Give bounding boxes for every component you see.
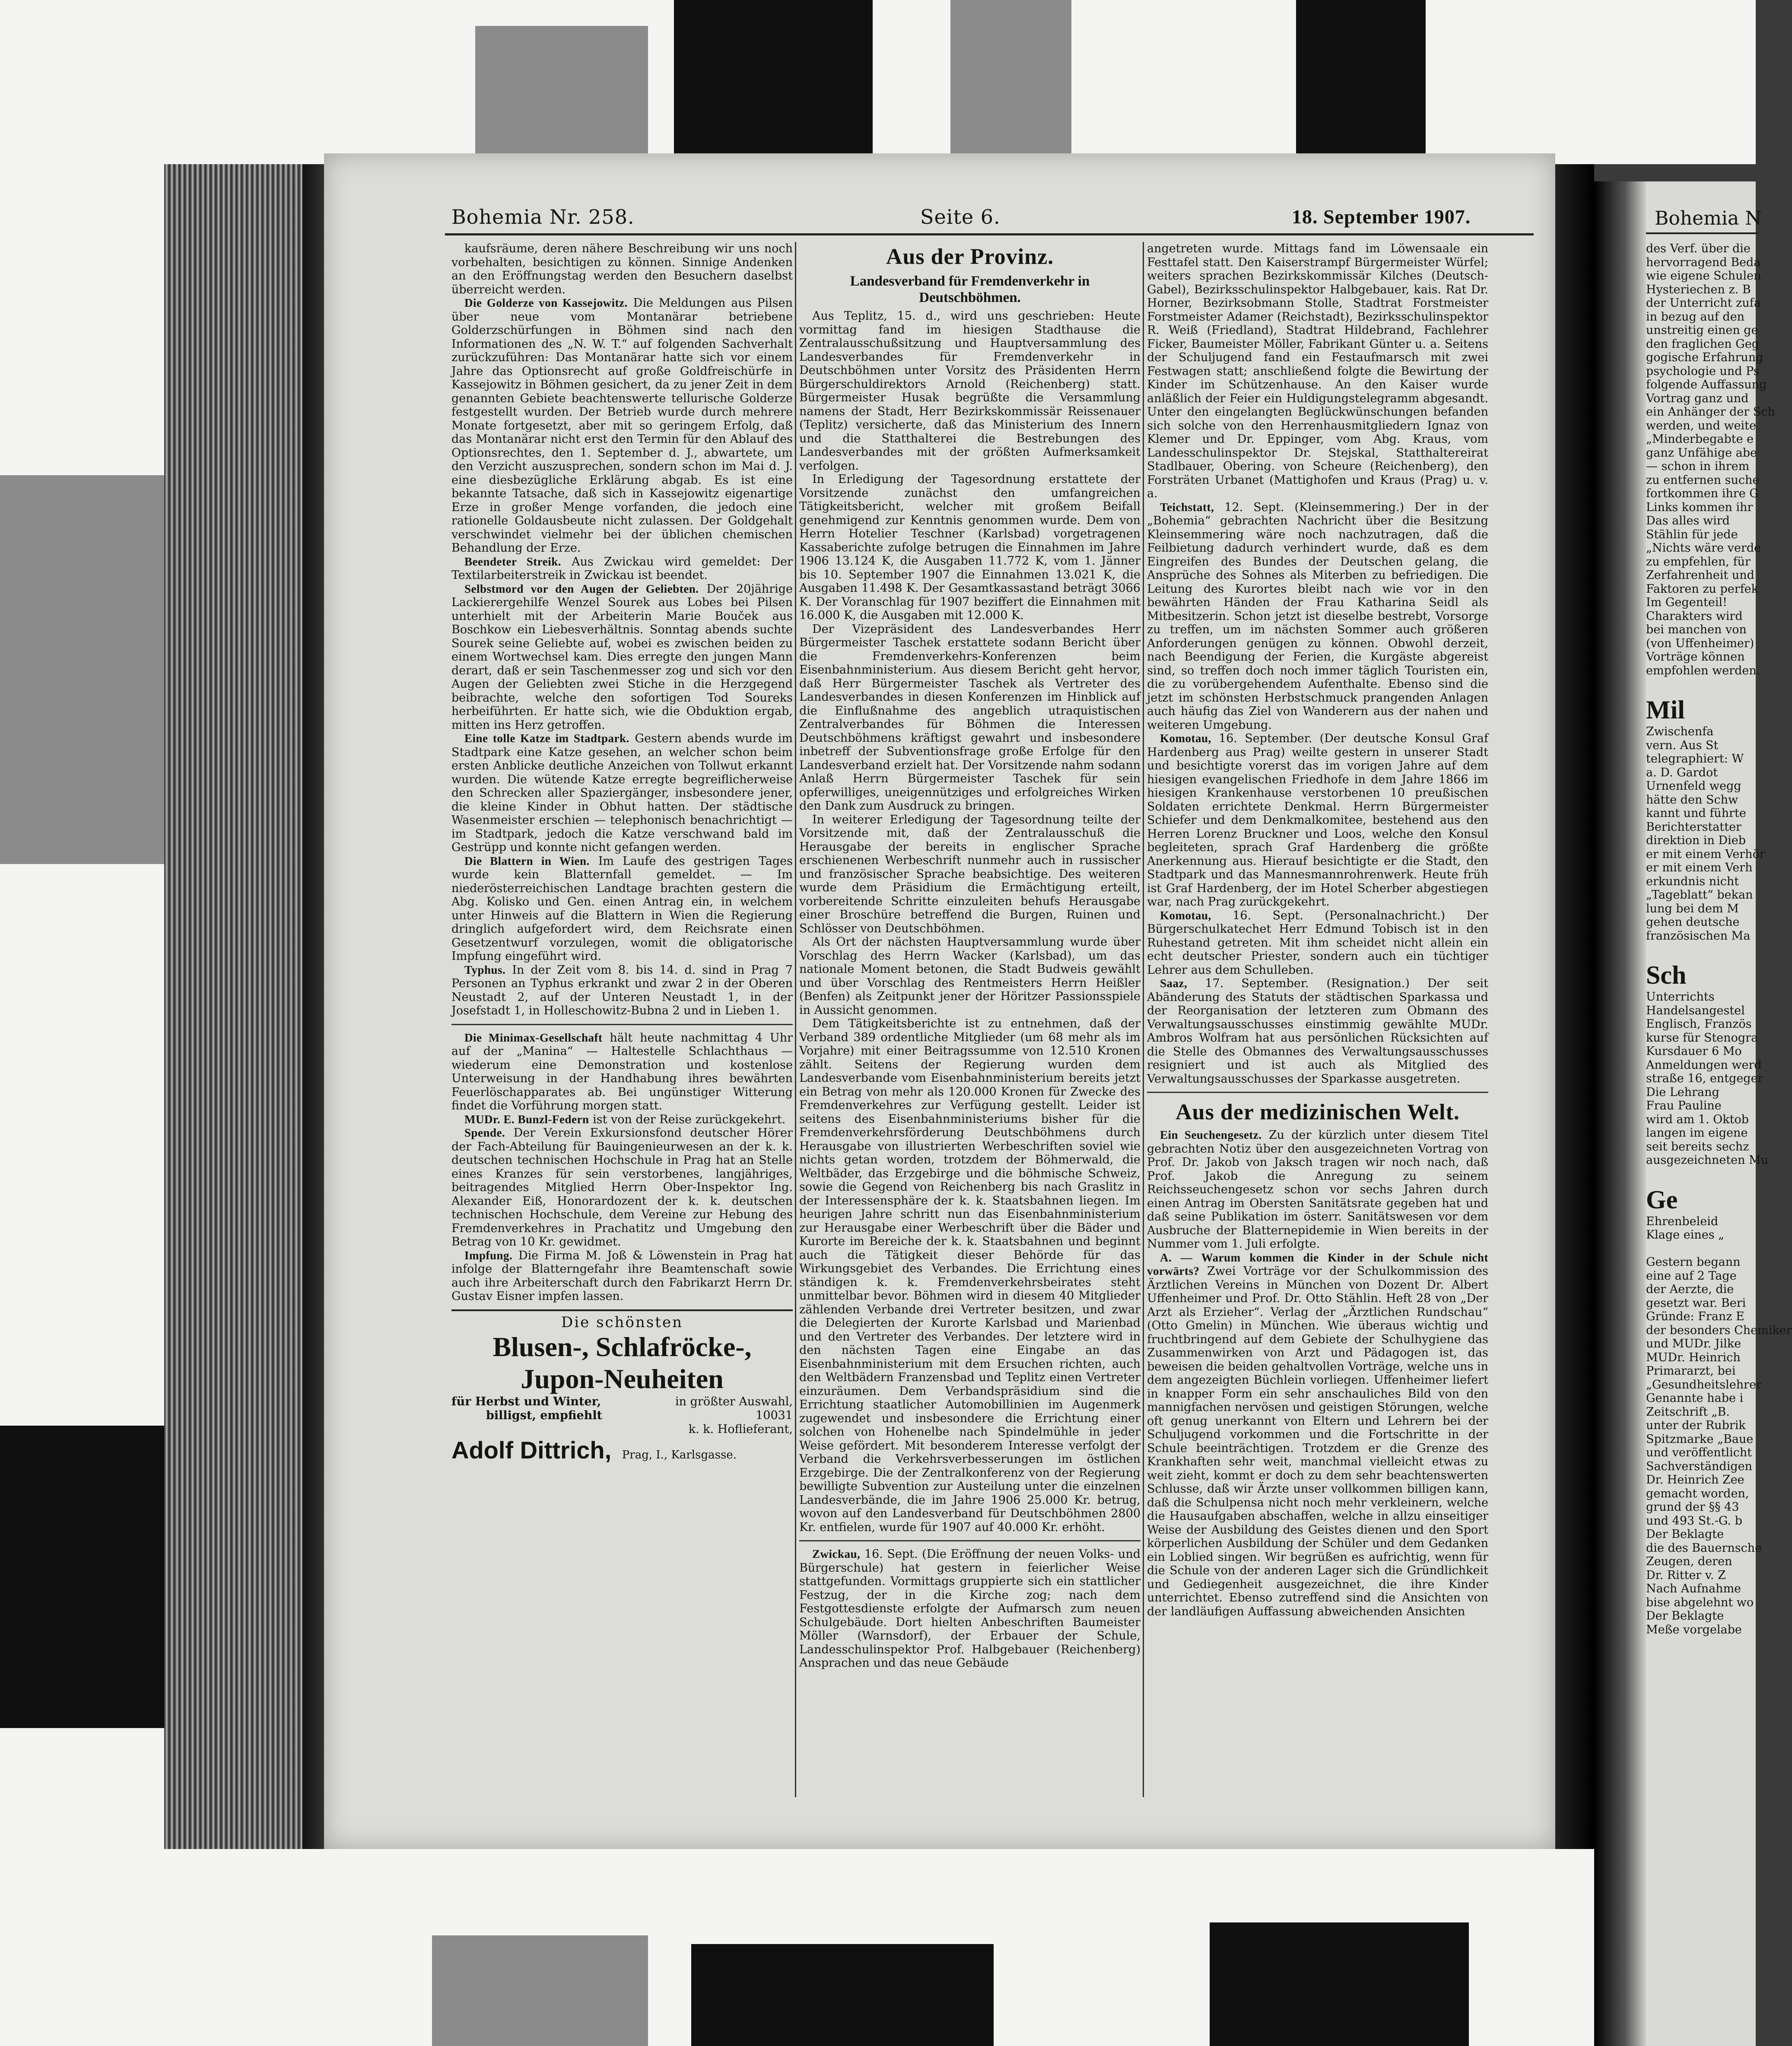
text-line: Gründe: Franz E (1646, 1310, 1744, 1323)
paragraph-text: Die Meldungen aus Pilsen über neue vom Montanärar betriebene Golderzschürfungen in Böhmen sind nach den Informationen des „N. W. T.“ auf folgenden Sachverhalt zurückzuführen: Das Montanärar hatte sich vor einem Jahre das Optionsrecht auf große Goldfreischürfe in Kassejowitz in Böhmen gesichert, da zu jener Zeit in dem genannten Gebiete beachtenswerte tellurische Golderze festgestellt wurden. Der Betrieb wurde durch mehrere Monate fortgesetzt, aber mit so geringem Erfolg, daß das Montanärar nicht erst den Termin für den Ablauf des Optionsrechtes, den 1. September d. J., abwartete, um den Verzicht auszusprechen, sondern schon im Mai d. J. eine diesbezügliche Erklärung abgab. Es ist eine bekannte Tatsache, daß sich in Kassejowitz eigenartige Erze in großer Menge vorfanden, die jedoch eine rationelle Goldausbeute nicht zulassen. Der Goldgehalt verschwindet vielmehr bei der üblichen chemischen Behandlung der Erze. (451, 296, 793, 555)
ad-tagline: Die schönsten (561, 1313, 683, 1331)
text-line: die des Bauernsche (1646, 1541, 1762, 1555)
text-line: grund der §§ 43 (1646, 1500, 1739, 1514)
text-line: Unterrichts (1646, 990, 1715, 1004)
paragraph-text: ist von der Reise zurückgekehrt. (593, 1112, 786, 1126)
section-title: Aus der medizinischen Welt. (1176, 1100, 1460, 1125)
book-gutter (1555, 164, 1594, 1849)
text-line: straße 16, entgeger (1646, 1072, 1763, 1085)
article-paragraph (451, 1249, 793, 1303)
article-headline: Saaz, (1160, 977, 1188, 990)
text-line: bise abgelehnt wo (1646, 1595, 1754, 1609)
text-line: Links kommen ihr (1646, 500, 1753, 514)
paragraph-text: Der Vizepräsident des Landesverbandes Herr Bürgermeister Taschek erstattete sodann Bericht über die Fremdenverkehrs-Konferenzen beim Eisenbahnministerium. Aus diesem Bericht geht hervor, daß Herr Bürgermeister Taschek als Vertreter des Landesverbandes in diesen Konferenzen im Hinblick auf die Einflußnahme des angeblich utraquistischen Zentralverbandes für Böhmen die Interessen Deutschböhmens kräftigst gewahrt und insbesondere inbetreff der Subventionsfrage große Erfolge für den Landesverband erzielt hat. Der Vorsitzende nahm sodann Anlaß Herrn Bürgermeister Taschek für sein opferwilliges, uneigennütziges und erfolgreiches Wirken den Dank zum Ausdruck zu bringen. (799, 622, 1141, 813)
text-line: Im Gegenteil! (1646, 596, 1727, 609)
text-line: Klage eines „ (1646, 1228, 1725, 1242)
text-line: werden, und weite (1646, 419, 1757, 432)
text-line: bei manchen von (1646, 623, 1747, 636)
text-line: Anmeldungen werd (1646, 1058, 1762, 1072)
text-line: fortkommen ihre G (1646, 487, 1759, 500)
article-paragraph (451, 1113, 793, 1127)
scan-background (674, 0, 873, 164)
scan-background (0, 475, 164, 864)
text-block (1646, 990, 1769, 1167)
text-line: Die Lehrang (1646, 1085, 1719, 1099)
text-line: gesetzt war. Beri (1646, 1296, 1746, 1310)
article-headline: Ein Seuchengesetz. (1160, 1128, 1262, 1141)
text-line: kannt und führte (1646, 807, 1746, 820)
text-line: Zeitschrift „B. (1646, 1405, 1730, 1419)
text-line: Zwischenfa (1646, 725, 1714, 738)
article-headline: Teichstatt, (1160, 500, 1214, 514)
text-line: „Minderbegabte e (1646, 432, 1754, 446)
paragraph-text: 16. Sept. (Die Eröffnung der neuen Volks- und Bürgerschule) hat gestern in feierlicher Weise stattgefunden. Vormittags gruppierte sich ein stattlicher Festzug, der in die Kirche zog; nach dem Festgottesdienste erfolgte der Aufmarsch zum neuen Schulgebäude. Dort hielten Anbeschriften Baumeister Möller (Warnsdorf), der Erbauer der Schule, Landesschulinspektor Prof. Halbgebauer (Reichenberg) Ansprachen und das neue Gebäude (799, 1547, 1141, 1670)
text-line: MUDr. Heinrich (1646, 1350, 1741, 1364)
text-line: unstreitig einen ge (1646, 324, 1758, 337)
text-line: vern. Aus St (1646, 738, 1719, 752)
paragraph-text: Der 20jährige Lackierergehilfe Wenzel Sourek aus Lobes bei Pilsen unterhielt mit der Arbeiterin Marie Bouček aus Boschkow ein Liebesverhältnis. Sonntag abends suchte Sourek seine Geliebte auf, wobei es zwischen beiden zu einem Wortwechsel kam. Dies erregte den jungen Mann derart, daß er sein Taschenmesser zog und sich vor den Augen der Geliebten zwei Stiche in die Herzgegend beibrachte, welche den sofortigen Tod Soureks herbeiführten. Er hatte sich, wie die Obduktion ergab, mitten ins Herz getroffen. (451, 582, 793, 732)
paragraph-text: Gestern abends wurde im Stadtpark eine Katze gesehen, an welcher schon beim ersten Anblicke deutliche Anzeichen von Tollwut erkannt wurden. Die wütende Katze erregte begreiflicherweise den Schrecken aller Spaziergänger, insbesondere jener, die kleine Kinder in Obhut hatten. Der städtische Wasenmeister erschien — telephonisch benachrichtigt — im Stadtpark, jedoch die Katze verschwand bald im Gestrüpp und konnte nicht gefangen werden. (451, 732, 793, 854)
text-line: zu entfernen suche (1646, 473, 1760, 487)
scan-background (691, 1944, 994, 2046)
paragraph-text: Zwei Vorträge vor der Schulkommission des Ärztlichen Vereins in München von Dozent Dr. Albert Uffenheimer und Prof. Dr. Otto Stählin. Heft 28 von „Der Arzt als Erzieher“. Verlag der „Ärztlichen Rundschau“ (Otto Gmelin) in München. Wie überaus wichtig und fruchtbringend auf dem Gebiete der Schulhygiene das Zusammenwirken von Arzt und Pädagogen ist, das beweisen die beiden gehaltvollen Vorträge, welche uns in dem angezeigten Büchlein vorliegen. Uffenheimer liefert in knapper Form ein sehr anschauliches Bild von den mannigfachen nervösen und geistigen Störungen, welche oft genug unerkannt von Eltern und Lehrern bei der Schuljugend vorkommen und die Fortschritte in der Schule beeinträchtigen. Trotzdem er die Grenze des Krankhaften sehr weit, manchmal vielleicht etwas zu weit zieht, kommt er doch zu dem sehr beachtenswerten Schlusse, daß wir Ärzte unser vollkommen billigen kann, daß die Schulpensa nicht noch mehr verkleinern, welche die Hausaufgaben abschaffen, welche in allzu einseitiger Weise der Ausbildung des Geistes dienen und den Sport körperlichen Ausbildung der Schüler und dem Gedanken ein Loblied singen. Wir begrüßen es aufrichtig, wenn für die Schule von der anderen Lager sich die Gründlichkeit und Gediegenheit ausgezeichnet, die ihre Kinder unterrichtet. Ebenso zutreffend sind die Ansichten von der landläufigen Auffassung abweichenden Ansichten (1147, 1264, 1488, 1618)
article-paragraph (451, 555, 793, 582)
ad-text-row (451, 1395, 793, 1409)
paragraph-text: angetreten wurde. Mittags fand im Löwensaale ein Festtafel statt. Den Kaiserstrampf Bürgermeister Würfel; weiters sprachen Bezirkskommissär Kilches (Deutsch-Gabel), Bezirksschulinspektor Halbgebauer, kais. Rat Dr. Horner, Bezirksobmann Stolle, Stadtrat Forstmeister Forstmeister Adamer (Reichstadt), Bezirksschulinspektor R. Weiß (Friedland), Stadtrat Hildebrand, Fachlehrer Ficker, Baumeister Möller, Fabrikant Günter u. a. Seitens der Schuljugend fand ein Festaufmarsch mit zwei Festwagen statt; anschließend folgte die Bewirtung der Kinder im Schützenhause. An den Kaiser wurde anläßlich der Feier ein Huldigungstelegramm abgesandt. Unter den eingelangten Beglückwünschungen befanden sich solche von den Herrenhausmitgliedern Ignaz von Klemer und Dr. Eppinger, vom Abg. Kraus, vom Landesschulinspektor Dr. Stejskal, Statthaltereirat Stadlbauer, Obering. von Scheure (Reichenberg), den Forsträten Urbanet (Mattighofen und Kraus (Prag) u. v. a. (1147, 242, 1488, 500)
section-title: Sch (1646, 961, 1687, 989)
text-line: Frau Pauline (1646, 1099, 1722, 1112)
text-line: Gestern begann (1646, 1255, 1741, 1269)
article-paragraph (451, 855, 793, 963)
text-line: Englisch, Französ (1646, 1017, 1752, 1031)
header-rule (445, 233, 1534, 235)
text-line: und 493 St.-G. b (1646, 1514, 1742, 1528)
paragraph-text: 17. September. (Resignation.) Der seit Abänderung des Statuts der städtischen Sparkassa und der Reorganisation der letzteren zum Obmann des Verwaltungsausschusses einstimmig gewählte MUDr. Ambros Wolfram hat aus persönlichen Rücksichten auf die Stelle des Obmannes des Verwaltungsausschusses resigniert und ist auch als Mitglied des Verwaltungsausschusses der Sparkasse ausgetreten. (1147, 977, 1488, 1086)
newspaper-page (324, 153, 1555, 1849)
article-headline: Komotau, (1160, 909, 1211, 922)
text-line: und veröffentlicht (1646, 1446, 1752, 1459)
text-line: a. D. Gardot (1646, 766, 1718, 779)
text-line: Genannte habe i (1646, 1392, 1744, 1405)
column-3 (1147, 242, 1488, 1618)
article-paragraph (451, 1031, 793, 1113)
text-line: Kursdauer 6 Mo (1646, 1045, 1742, 1058)
text-line: langen im eigene (1646, 1126, 1748, 1140)
article-paragraph (1147, 1251, 1488, 1619)
text-line: Dr. Ritter v. Z (1646, 1568, 1726, 1582)
text-line: und MUDr. Jilke (1646, 1337, 1741, 1350)
text-line: Faktoren zu perfek (1646, 582, 1759, 596)
section-rule (1147, 1092, 1488, 1093)
text-line: hätte den Schw (1646, 793, 1738, 807)
ad-text: k. k. Hoflieferant, (688, 1422, 793, 1436)
article-paragraph (1147, 242, 1488, 501)
article-headline: Die Minimax-Gesellschaft (464, 1031, 603, 1044)
text-block (1646, 242, 1775, 677)
text-line: den fraglichen Geg (1646, 337, 1760, 351)
article-paragraph (1147, 909, 1488, 977)
page-number: Seite 6. (920, 205, 1001, 229)
ad-text-row (451, 1423, 793, 1436)
text-line: Charakters wird (1646, 609, 1743, 623)
text-line: kurse für Stenogra (1646, 1031, 1758, 1045)
text-line: gehen deutsche (1646, 915, 1740, 929)
article-headline: Die Blattern in Wien. (464, 854, 590, 867)
text-line: „Tageblatt“ bekan (1646, 888, 1753, 902)
article-headline: Zwickau, (812, 1547, 861, 1560)
paragraph-text: Als Ort der nächsten Hauptversammlung wurde über Vorschlag des Herrn Wacker (Karlsbad), um das nationale Moment betonen, die Stadt Budweis gewählt und über Vorschlag des Rentmeisters Herrn Heißler (Benfen) als Zeitpunkt jener der Höritzer Passionsspiele in Aussicht genommen. (799, 935, 1141, 1017)
scan-background (950, 0, 1071, 164)
book-page-edges (164, 164, 320, 1849)
text-line: gemacht worden, (1646, 1487, 1749, 1500)
ad-company-name: Adolf Dittrich, (451, 1436, 612, 1464)
text-line: Stählin für jede (1646, 527, 1738, 541)
ad-text: billigst, empfiehlt (486, 1408, 603, 1422)
paragraph-text: Dem Tätigkeitsberichte ist zu entnehmen, daß der Verband 389 ordentliche Mitglieder (um 68 mehr als im Vorjahre) mit einer Beitragssumme von 12.510 Kronen zählt. Seitens der Regierung wurden dem Landesverbande vom Eisenbahnministerium bereits jetzt ein Betrag von mehr als 120.000 Kronen für Zwecke des Fremdenverkehres zur Verfügung gestellt. Leider ist seitens des Eisenbahnministeriums bisher für die Fremdenverkehrsförderung Deutschböhmens durch Herausgabe von illustrierten Werbeschriften soviel wie nichts getan worden, trotzdem der Böhmerwald, die Weltbäder, das Erzgebirge und die böhmische Schweiz, sowie die Gegend von Reichenberg bis nach Graslitz in der Interessensphäre der k. k. Staatsbahnen liegen. Im heurigen Jahre schritt nun das Eisenbahnministerium zur Herausgabe einer Werbeschrift über die Bäder und Kurorte im Bereiche der k. k. Staatsbahnen und beginnt auch die Tätigkeit dieser Behörde für das Wirkungsgebiet des Verbandes. Die Errichtung eines ständigen k. k. Fremdenverkehrsbeirates steht unmittelbar bevor. Böhmen wird in diesem 40 Mitglieder zählenden Verbande drei Vertreter besitzen, und zwar die Delegierten der Kurorte Karlsbad und Marienbad und den Vertreter des Verbandes. Der letztere wird in den nächsten Tagen eine Eingabe an das Eisenbahnministerium mit dem Ersuchen richten, auch den Weltbädern Franzensbad und Teplitz einen Vertreter einzuräumen. Dem Verbandspräsidium sind die Errichtung staatlicher Automobillinien im Augenmerk zugewendet und insbesondere die Errichtung einer solchen von Hohenelbe nach Spindelmühle in jeder Weise gefördert. Mit besonderem Interesse verfolgt der Verband die Verkehrsverbesserungen im östlichen Erzgebirge. Die der Zentralkonferenz von der Regierung bewilligte Subvention zur Austeilung unter die einzelnen Landesverbände, die im Jahre 1906 25.000 Kr. betrug, wovon auf den Landesverband für Deutschböhmen 2800 Kr. entfielen, wurde für 1907 auf 40.000 Kr. erhöht. (799, 1017, 1141, 1534)
text-line: erkundnis nicht (1646, 874, 1739, 888)
scan-background (1210, 1922, 1469, 2046)
text-line: (von Uffenheimer) (1646, 636, 1754, 650)
article-paragraph (451, 296, 793, 555)
ad-text: für Herbst und Winter, (451, 1395, 601, 1408)
article-paragraph (799, 623, 1141, 813)
text-line: Ehrenbeleid (1646, 1214, 1719, 1228)
paragraph-text: Die Firma M. Joß & Löwenstein in Prag hat infolge der Blatterngefahr ihre Beamtenschaft sowie auch ihre Arbeiterschaft durch den Fabrikarzt Herrn Dr. Gustav Eisner impfen lassen. (451, 1249, 793, 1303)
text-line: Der Beklagte (1646, 1609, 1724, 1623)
text-line: hervorragend Beda (1646, 255, 1761, 269)
text-line: psychologie und Ps (1646, 364, 1760, 378)
adjacent-page-header: Bohemia N (1655, 207, 1762, 229)
column-rule (795, 242, 796, 1797)
text-line: „Nichts wäre verde (1646, 541, 1761, 555)
column-1 (451, 242, 793, 1464)
scan-background (432, 1935, 648, 2046)
text-line: Das alles wird (1646, 514, 1730, 527)
article-paragraph (799, 813, 1141, 936)
article-paragraph (1147, 977, 1488, 1086)
article-headline: MUDr. E. Bunzl-Federn (464, 1112, 589, 1126)
article-paragraph (1147, 1128, 1488, 1251)
text-line: Vortrag ganz und (1646, 391, 1749, 405)
ad-number: 10031 (756, 1408, 793, 1422)
text-block (1646, 725, 1765, 943)
article-paragraph (799, 1547, 1141, 1670)
article-paragraph (799, 935, 1141, 1017)
article-paragraph (799, 1017, 1141, 1534)
adjacent-page (1594, 181, 1792, 2046)
text-line: er mit einem Verh (1646, 861, 1753, 874)
ad-text-row (451, 1409, 793, 1423)
text-line: — schon in ihrem (1646, 460, 1750, 473)
header-rule (1646, 232, 1758, 234)
paragraph-text: hält heute nachmittag 4 Uhr auf der „Manina“ — Haltestelle Schlachthaus — wiederum eine Demonstration und kostenlose Unterweisung in der Handhabung ihres bewährten Feuerlöschapparates ab. Bei ungünstiger Witterung findet die Vorführung morgen statt. (451, 1031, 793, 1112)
article-headline: Beendeter Streik. (464, 555, 562, 568)
paragraph-text: Im Laufe des gestrigen Tages wurde kein Blatternfall gemeldet. — Im niederösterreichischen Landtage brachten gestern die Abg. Kolisko und Gen. einen Antrag ein, in welchem unter Hinweis auf die Blattern in Wien die Regierung dringlich aufgefordert wird, dem Reichsrate einen Gesetzentwurf vorzulegen, womit die obligatorische Impfung eingeführt wird. (451, 854, 793, 963)
paragraph-text: 12. Sept. (Kleinsemmering.) Der in der „Bohemia“ gebrachten Nachricht über die Besitzung Kleinsemmering wäre noch nachzutragen, daß die Feilbietung dadurch verhindert wurde, daß es dem Eingreifen des Bundes der Deutschen gelang, die Ansprüche des Sohnes als Miterben zu befriedigen. Die Leitung des Kurortes bleibt nach wie vor in den bewährten Händen der Frau Katharina Seidl als Mitbesitzerin. Schon jetzt ist dieselbe bestrebt, Vorsorge zu treffen, um im nächsten Sommer auch größeren Anforderungen genügen zu können. Obwohl derzeit, nach Beendigung der Ferien, die Kurgäste abgereist sind, so treffen doch noch immer täglich Touristen ein, die zu vorübergehendem Aufenthalte. Ebenso sind die jetzt im schönsten Herbstschmuck prangenden Anlagen auch häufig das Ziel von Wanderern aus der nahen und weiteren Umgebung. (1147, 500, 1488, 732)
article-headline: Spende. (464, 1126, 505, 1139)
text-line: Spitzmarke „Baue (1646, 1432, 1754, 1446)
article-paragraph (451, 732, 793, 855)
text-line: des Verf. über die (1646, 242, 1751, 255)
article-title: Landesverband für Fremdenverkehr in Deutschböhmen. (850, 273, 1090, 305)
paragraph-text: 16. Sept. (Personalnachricht.) Der Bürgerschulkatechet Herr Edmund Tobisch ist in den Ruhestand getreten. Mit ihm scheidet nicht allein ein echt deutscher Priester, sondern auch ein tüchtiger Lehrer aus dem Schulleben. (1147, 909, 1488, 977)
text-line: Urnenfeld wegg (1646, 779, 1741, 793)
article-headline: Die Golderze von Kassejowitz. (464, 296, 628, 309)
section-title: Aus der Provinz. (886, 245, 1054, 269)
text-line: französischen Ma (1646, 929, 1751, 943)
article-paragraph (1147, 501, 1488, 732)
text-line: telegraphiert: W (1646, 752, 1744, 766)
scan-background (1296, 0, 1426, 164)
article-paragraph (451, 963, 793, 1018)
text-line: Dr. Heinrich Zee (1646, 1473, 1744, 1487)
text-line: ganz Unfähige abe (1646, 446, 1757, 460)
scan-background (0, 1426, 164, 1728)
ad-signature-row (451, 1436, 793, 1464)
column-2 (799, 242, 1141, 1670)
text-line: Primararzt, bei (1646, 1364, 1736, 1378)
paragraph-text: In Erledigung der Tagesordnung erstattete der Vorsitzende zunächst den umfangreichen Tätigkeitsbericht, welcher mit großem Beifall genehmigend zur Kenntnis genommen wurde. Dem von Herrn Hotelier Teschner (Karlsbad) vorgetragenen Kassaberichte zufolge betrugen die Einnahmen im Jahre 1906 13.124 K, die Ausgaben 11.772 K, vom 1. Jänner bis 10. September 1907 die Einnahmen 13.021 K, die Ausgaben 11.498 K. Der Gesamtkassastand beträgt 3066 K. Der Voranschlag für 1907 beziffert die Einnahmen mit 16.000 K, die Ausgaben mit 12.000 K. (799, 473, 1141, 622)
section-rule (799, 1540, 1141, 1541)
article-paragraph (1147, 732, 1488, 909)
paragraph-text: In der Zeit vom 8. bis 14. d. sind in Prag 7 Personen an Typhus erkrankt und zwar 2 in der Oberen Neustadt 2, auf der Unteren Neustadt 1, in der Josefstadt 1, in Holleschowitz-Bubna 2 und in Lieben 1. (451, 963, 793, 1017)
scan-background (0, 164, 164, 2046)
paragraph-text: Der Verein Exkursionsfond deutscher Hörer der Fach-Abteilung für Bauingenieurwesen an der k. k. deutschen technischen Hochschule in Prag hat an Stelle eines Kranzes für sein verstorbenes, langjähriges, beitragendes Mitglied Herrn Ober-Inspektor Ing. Alexander Eiß, Honorardozent der k. k. deutschen technischen Hochschule, dem Vereine zur Hebung des Fremdenverkehres in Prachatitz und Umgebung den Betrag von 10 Kr. gewidmet. (451, 1126, 793, 1249)
text-line: unter der Rubrik (1646, 1419, 1746, 1432)
text-line: lung bei dem M (1646, 902, 1739, 915)
section-title: Mil (1646, 696, 1685, 724)
text-line: Hysteriechen z. B (1646, 283, 1751, 296)
paragraph-text: 16. September. (Der deutsche Konsul Graf Hardenberg aus Prag) weilte gestern in unserer Stadt und besichtigte vorerst das im vorigen Jahre auf dem hiesigen evangelischen Friedhofe in dem Jahre 1866 im hiesigen Krankenhause verstorbenen 10 preußischen Soldaten errichtete Denkmal. Herrn Bürgermeister Schiefer und dem Denkmalkomitee, bestehend aus den Herren Lorenz Bruckner und Loos, welche den Konsul begleiteten, sprach Graf Hardenberg die größte Anerkennung aus. Hierauf besichtigte er die Stadt, den Stadtpark und das Mannesmannrohrenwerk. Heute früh ist Graf Hardenberg, der im Hotel Scherber abgestiegen war, nach Prag zurückgekehrt. (1147, 732, 1488, 909)
page-date: 18. September 1907. (1292, 206, 1471, 228)
text-block (1646, 1214, 1792, 1637)
text-line: der Aerzte, die (1646, 1283, 1734, 1296)
text-line: Vorträge können (1646, 650, 1745, 664)
text-line: Zerfahrenheit und (1646, 569, 1754, 582)
text-line: eine auf 2 Tage (1646, 1269, 1737, 1283)
article-paragraph (799, 309, 1141, 473)
article-headline: Impfung. (464, 1249, 513, 1262)
text-line: folgende Auffassung (1646, 378, 1767, 391)
ad-headline: Blusen-, Schlafröcke-, (492, 1331, 752, 1362)
article-headline: Typhus. (464, 963, 506, 976)
ad-headline: Jupon-Neuheiten (521, 1363, 724, 1394)
ad-text: in größter Auswahl, (675, 1395, 793, 1408)
text-line: zu empfehlen, für (1646, 555, 1751, 569)
paragraph-text: kaufsräume, deren nähere Beschreibung wir uns noch vorbehalten, besichtigen zu können. Sinnige Andenken an den Eröffnungstag werden den Besuchern daselbst überreicht werden. (451, 242, 793, 296)
page-header-left: Bohemia Nr. 258. (451, 205, 635, 229)
text-line: Der Beklagte (1646, 1528, 1724, 1541)
article-headline: Eine tolle Katze im Stadtpark. (464, 732, 629, 745)
article-paragraph (451, 242, 793, 296)
text-line: empfohlen werden. (1646, 664, 1760, 677)
text-line: der Unterricht zufa (1646, 296, 1761, 310)
section-rule (451, 1024, 793, 1025)
adjacent-page-column (1646, 242, 1792, 1636)
text-line: Nach Aufnahme (1646, 1582, 1741, 1595)
article-headline: Komotau, (1160, 732, 1211, 745)
paragraph-text: Zu der kürzlich unter diesem Titel gebrachten Notiz über den ausgezeichneten Vortrag von Prof. Dr. Jakob von Jaksch tragen wir noch nach, daß Prof. Jakob die Anregung zu seinem Reichsseuchengesetz schon vor sechs Jahren durch einen Antrag im Obersten Sanitätsrate gegeben hat und daß seine Publikation im österr. Sanitätswesen vor dem Ausbruche der Blatternepidemie in Wien bereits in der Nummer vom 1. Juli erfolgte. (1147, 1128, 1488, 1251)
paragraph-text: In weiterer Erledigung der Tagesordnung teilte der Vorsitzende mit, daß der Zentralausschuß die Herausgabe der bereits in englischer Sprache erschienenen Werbeschrift nunmehr auch in russischer und französischer Sprache beabsichtige. Des weiteren wurde dem Präsidium die Ermächtigung erteilt, vorbereitende Schritte einzuleiten behufs Herausgabe einer Broschüre betreffend die Burgen, Ruinen und Schlösser von Deutschböhmen. (799, 813, 1141, 935)
article-paragraph (451, 582, 793, 732)
article-paragraph (451, 1126, 793, 1249)
text-line: ein Anhänger der Sch (1646, 405, 1775, 419)
text-line: gogische Erfahrung (1646, 351, 1763, 364)
text-line: Handelsangestel (1646, 1004, 1745, 1017)
text-line: wird am 1. Oktob (1646, 1112, 1749, 1126)
paragraph-text: Aus Teplitz, 15. d., wird uns geschrieben: Heute vormittag fand im hiesigen Stadthause die Zentralausschußsitzung und Hauptversammlung des Landesverbandes für Fremdenverkehr in Deutschböhmen unter Vorsitz des Präsidenten Herrn Bürgerschuldirektors Arnold (Reichenberg) statt. Bürgermeister Husak begrüßte die Versammlung namens der Stadt, Herr Bezirkskommissär Reissenauer (Teplitz) versicherte, daß das Ministerium des Innern und die Statthalterei die Bestrebungen des Landesverbandes mit der größten Aufmerksamkeit verfolgen. (799, 309, 1141, 473)
adjacent-page-edge (1594, 181, 1646, 2046)
text-line: „Gesundheitslehrer (1646, 1378, 1762, 1392)
section-title: Ge (1646, 1185, 1678, 1214)
text-line: Sachverständigen (1646, 1459, 1753, 1473)
article-headline: A. — Warum kommen die Kinder in der Schule nicht vorwärts? (1147, 1251, 1488, 1277)
text-line (1646, 1242, 1756, 1256)
scan-background (475, 26, 648, 164)
paragraph-text: Aus Zwickau wird gemeldet: Der Textilarbeiterstreik in Zwickau ist beendet. (451, 555, 793, 582)
advertisement (451, 1309, 793, 1464)
text-line: in bezug auf den (1646, 310, 1745, 324)
text-line: ausgezeichneten Mu (1646, 1153, 1769, 1167)
text-line: der besonders Chemiker (1646, 1323, 1792, 1337)
text-line: wie eigene Schulen (1646, 269, 1761, 283)
text-line: Meße vorgelabe (1646, 1623, 1742, 1636)
column-rule (1143, 242, 1144, 1797)
text-line: er mit einem Verhör (1646, 847, 1765, 861)
ad-address: Prag, I., Karlsgasse. (622, 1448, 737, 1461)
article-headline: Selbstmord vor den Augen der Geliebten. (464, 582, 699, 595)
text-line: direktion in Dieb (1646, 834, 1746, 847)
text-line: Zeugen, deren (1646, 1555, 1732, 1568)
text-line: seit bereits sechz (1646, 1140, 1749, 1153)
article-paragraph (799, 473, 1141, 623)
text-line: Berichterstatter (1646, 820, 1741, 834)
